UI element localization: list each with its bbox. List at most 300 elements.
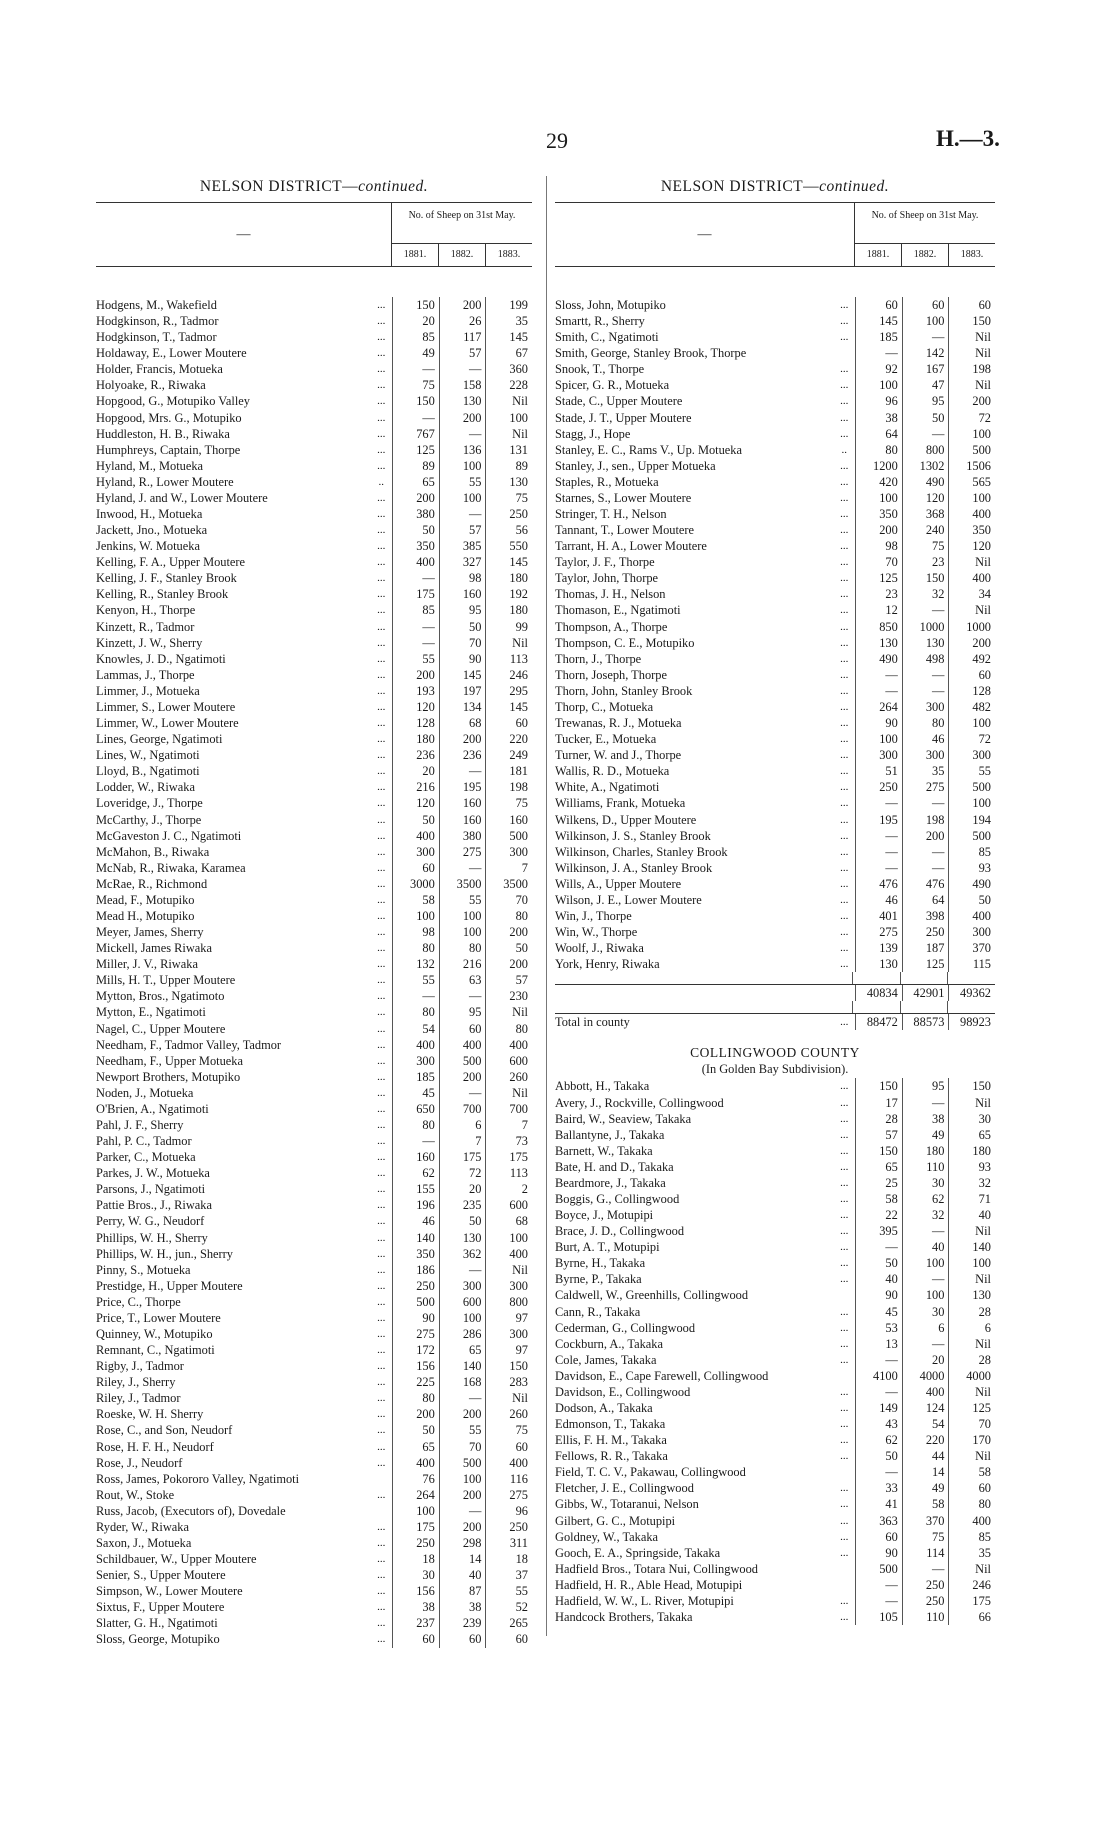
count-1881: 43 <box>855 1416 902 1432</box>
row-name: Hadfield Bros., Totara Nui, Collingwood <box>555 1561 758 1576</box>
count-1882: 88573 <box>902 1014 949 1030</box>
count-1881: 64 <box>855 426 902 442</box>
row-leader: ... <box>840 958 849 971</box>
count-1883: 600 <box>485 1197 532 1213</box>
count-1881: 49 <box>392 345 439 361</box>
row-name: Boyce, J., Motupipi <box>555 1208 654 1223</box>
right-year-1883: 1883. <box>948 244 995 266</box>
count-1881: 350 <box>392 538 439 554</box>
count-1883: 60 <box>948 1480 995 1496</box>
table-row <box>555 1545 995 1561</box>
row-name: Gilbert, G. C., Motupipi <box>555 1513 676 1528</box>
row-name: Baird, W., Seaview, Takaka <box>555 1111 692 1126</box>
table-row <box>555 619 995 635</box>
count-1881: 12 <box>855 602 902 618</box>
table-row <box>555 426 995 442</box>
table-row <box>555 410 995 426</box>
row-name: York, Henry, Riwaka <box>555 957 660 972</box>
table-row <box>555 731 995 747</box>
left-count-header <box>391 203 532 266</box>
count-1883: 60 <box>485 1631 532 1647</box>
table-row <box>96 892 532 908</box>
table-row <box>96 1246 532 1262</box>
row-leader: ... <box>840 363 849 376</box>
row-name: Dodson, A., Takaka <box>555 1401 653 1415</box>
count-1882: 63 <box>439 972 486 988</box>
count-1881: 150 <box>392 297 439 313</box>
row-name: Beardmore, J., Takaka <box>555 1175 666 1190</box>
count-1883: 80 <box>948 1496 995 1512</box>
count-1881: 80 <box>392 1117 439 1133</box>
count-1881: 40834 <box>855 985 902 1001</box>
table-row <box>555 313 995 329</box>
count-1883: 55 <box>948 763 995 779</box>
count-1882: 145 <box>439 667 486 683</box>
row-name: Schildbauer, W., Upper Moutere <box>96 1552 257 1567</box>
count-1883: 60 <box>485 715 532 731</box>
table-row <box>96 1101 532 1117</box>
row-name: Needham, F., Upper Motueka <box>96 1053 243 1068</box>
count-1883: 550 <box>485 538 532 554</box>
row-name: Holder, Francis, Motueka <box>96 362 223 377</box>
row-leader: ... <box>840 1530 849 1543</box>
count-1883: 131 <box>485 442 532 458</box>
count-1882: 300 <box>902 699 949 715</box>
row-name: Thorn, Joseph, Thorpe <box>555 667 667 682</box>
count-1883: Nil <box>948 554 995 570</box>
table-row <box>555 1320 995 1336</box>
row-name: Rigby, J., Tadmor <box>96 1359 184 1374</box>
count-1883: 200 <box>485 924 532 940</box>
table-row <box>96 1004 532 1020</box>
count-1883: 500 <box>948 828 995 844</box>
table-row <box>96 1471 532 1487</box>
count-1883: 30 <box>948 1111 995 1127</box>
count-1881: 62 <box>855 1432 902 1448</box>
count-1883: 65 <box>948 1127 995 1143</box>
count-1883: Nil <box>948 1095 995 1111</box>
count-1883: 70 <box>485 892 532 908</box>
count-1883: 60 <box>485 1439 532 1455</box>
count-1883: 85 <box>948 844 995 860</box>
row-leader: ... <box>377 604 386 617</box>
row-leader: ... <box>377 765 386 778</box>
row-leader: ... <box>840 829 849 842</box>
count-1882: 120 <box>902 490 949 506</box>
count-1881: 76 <box>392 1471 439 1487</box>
count-1881: — <box>392 635 439 651</box>
table-row <box>96 442 532 458</box>
table-row <box>96 1021 532 1037</box>
table-row <box>555 1127 995 1143</box>
count-1883: 199 <box>485 297 532 313</box>
row-leader: ... <box>840 1209 849 1222</box>
count-1882: 380 <box>439 828 486 844</box>
count-1881: 180 <box>392 731 439 747</box>
table-row <box>555 1448 995 1464</box>
count-1881: 30 <box>392 1567 439 1583</box>
count-1881: 22 <box>855 1207 902 1223</box>
table-row <box>555 474 995 490</box>
count-1881: 132 <box>392 956 439 972</box>
table-row <box>555 1529 995 1545</box>
table-row <box>555 1159 995 1175</box>
row-leader: ... <box>840 379 849 392</box>
count-1882: 3500 <box>439 876 486 892</box>
row-leader: ... <box>840 1160 849 1173</box>
row-name: Stanley, J., sen., Upper Motueka <box>555 458 716 473</box>
row-name: Gooch, E. A., Springside, Takaka <box>555 1545 721 1560</box>
row-leader: ... <box>377 1215 386 1228</box>
table-row <box>96 1615 532 1631</box>
count-1881: 80 <box>855 442 902 458</box>
count-1881: 33 <box>855 1480 902 1496</box>
row-leader: ... <box>840 1450 849 1463</box>
table-row <box>555 361 995 377</box>
row-name: Hodgens, M., Wakefield <box>96 298 217 312</box>
count-1881: 90 <box>855 715 902 731</box>
count-1883: 194 <box>948 812 995 828</box>
count-1883: 265 <box>485 1615 532 1631</box>
count-1881: — <box>855 1384 902 1400</box>
count-1881: — <box>392 1133 439 1149</box>
row-name: Williams, Frank, Motueka <box>555 796 686 811</box>
row-leader: ... <box>840 1257 849 1270</box>
count-1882: 75 <box>902 1529 949 1545</box>
row-leader: ... <box>840 395 849 408</box>
table-row <box>555 779 995 795</box>
count-1881: 128 <box>392 715 439 731</box>
table-row <box>96 1310 532 1326</box>
count-1883: Nil <box>485 426 532 442</box>
row-leader: ... <box>840 459 849 472</box>
row-name: Remnant, C., Ngatimoti <box>96 1343 215 1358</box>
row-name: McNab, R., Riwaka, Karamea <box>96 860 246 875</box>
table-row <box>96 795 532 811</box>
row-name: Sloss, George, Motupiko <box>96 1632 220 1647</box>
count-1883: 80 <box>485 1021 532 1037</box>
count-1882: 498 <box>902 651 949 667</box>
table-row <box>555 876 995 892</box>
count-1881: 130 <box>855 635 902 651</box>
count-1883: 50 <box>948 892 995 908</box>
count-1882: 57 <box>439 522 486 538</box>
count-1882: 200 <box>439 410 486 426</box>
row-leader: ... <box>377 942 386 955</box>
count-1882: 490 <box>902 474 949 490</box>
table-row <box>96 329 532 345</box>
count-1881: — <box>392 361 439 377</box>
count-1881: — <box>855 860 902 876</box>
count-1882: 220 <box>902 1432 949 1448</box>
table-row <box>555 602 995 618</box>
row-name: Wilkinson, J. S., Stanley Brook <box>555 828 711 843</box>
count-1882: 70 <box>439 635 486 651</box>
count-1882: 50 <box>902 410 949 426</box>
count-1881: 275 <box>855 924 902 940</box>
row-leader: ... <box>377 459 386 472</box>
row-name: Saxon, J., Motueka <box>96 1536 192 1551</box>
count-1883: 246 <box>948 1577 995 1593</box>
row-name: Wallis, R. D., Motueka <box>555 764 670 779</box>
row-leader: ... <box>840 572 849 585</box>
row-leader <box>833 1464 855 1480</box>
table-row <box>555 458 995 474</box>
count-1882: 49 <box>902 1127 949 1143</box>
count-1883: 250 <box>485 1519 532 1535</box>
row-leader: ... <box>377 1633 386 1646</box>
row-leader: ... <box>840 411 849 424</box>
count-1881: 62 <box>392 1165 439 1181</box>
count-1881: 89 <box>392 458 439 474</box>
count-1881: 100 <box>855 490 902 506</box>
row-leader: ... <box>377 443 386 456</box>
count-1882: 100 <box>902 313 949 329</box>
row-name: Sixtus, F., Upper Moutere <box>96 1600 225 1615</box>
count-1883: 40 <box>948 1207 995 1223</box>
table-row <box>555 715 995 731</box>
count-1881: — <box>855 844 902 860</box>
row-leader: ... <box>377 1376 386 1389</box>
row-leader: ... <box>377 1183 386 1196</box>
count-1881: 1200 <box>855 458 902 474</box>
row-leader: ... <box>377 1279 386 1292</box>
table-row <box>555 763 995 779</box>
table-row <box>96 393 532 409</box>
row-name: Cockburn, A., Takaka <box>555 1336 663 1351</box>
row-name: Staples, R., Motueka <box>555 474 659 489</box>
row-name: Smith, George, Stanley Brook, Thorpe <box>555 346 747 361</box>
row-leader: ... <box>377 1118 386 1131</box>
count-1883: 7 <box>485 860 532 876</box>
right-count-caption: No. of Sheep on 31st May. <box>855 203 995 244</box>
row-leader: ... <box>377 1617 386 1630</box>
row-leader: ... <box>377 411 386 424</box>
count-1883: 565 <box>948 474 995 490</box>
table-row <box>96 1053 532 1069</box>
count-1883: 492 <box>948 651 995 667</box>
count-1882: 142 <box>902 345 949 361</box>
count-1881: 172 <box>392 1342 439 1358</box>
count-1882: — <box>902 426 949 442</box>
count-1883: 145 <box>485 699 532 715</box>
row-name: Snook, T., Thorpe <box>555 362 645 377</box>
table-row <box>96 763 532 779</box>
table-row <box>96 1503 532 1519</box>
count-1883: 72 <box>948 731 995 747</box>
row-name: Lines, George, Ngatimoti <box>96 732 223 747</box>
row-leader: ... <box>377 1231 386 1244</box>
count-1882: 117 <box>439 329 486 345</box>
left-year-1881: 1881. <box>403 249 427 260</box>
count-1882: — <box>902 1561 949 1577</box>
table-row <box>555 924 995 940</box>
table-row <box>555 635 995 651</box>
count-1883: 66 <box>948 1609 995 1625</box>
row-name: Win, J., Thorpe <box>555 908 632 923</box>
table-row <box>555 1287 995 1303</box>
row-name: Hyland, J. and W., Lower Moutere <box>96 490 268 505</box>
count-1883: 28 <box>948 1304 995 1320</box>
row-leader: ... <box>377 909 386 922</box>
row-leader: ... <box>840 1514 849 1527</box>
count-1883: 85 <box>948 1529 995 1545</box>
count-1881: 65 <box>855 1159 902 1175</box>
table-row <box>555 1207 995 1223</box>
row-name: Stade, C., Upper Moutere <box>555 394 683 409</box>
right-count-header <box>854 203 995 266</box>
count-1883: Nil <box>948 1561 995 1577</box>
row-name: Holyoake, R., Riwaka <box>96 378 206 393</box>
row-name: Ballantyne, J., Takaka <box>555 1127 665 1142</box>
count-1882: 130 <box>439 393 486 409</box>
table-row <box>96 538 532 554</box>
table-row <box>555 651 995 667</box>
row-leader: ... <box>377 684 386 697</box>
count-1883: 113 <box>485 1165 532 1181</box>
count-1883: 180 <box>948 1143 995 1159</box>
count-1883: 500 <box>948 779 995 795</box>
count-1881: 96 <box>855 393 902 409</box>
row-name: Mead, F., Motupiko <box>96 892 195 907</box>
count-1881: 420 <box>855 474 902 490</box>
count-1883: 600 <box>485 1053 532 1069</box>
count-1883: 260 <box>485 1406 532 1422</box>
count-1883: 246 <box>485 667 532 683</box>
row-name: Thompson, C. E., Motupiko <box>555 635 695 650</box>
count-1882: 167 <box>902 361 949 377</box>
table-row <box>555 1384 995 1400</box>
count-1881: 45 <box>855 1304 902 1320</box>
table-row <box>555 1368 995 1384</box>
table-row <box>555 1577 995 1593</box>
table-row <box>555 699 995 715</box>
count-1882: 197 <box>439 683 486 699</box>
row-name: Burt, A. T., Motupipi <box>555 1240 660 1255</box>
count-1881: 38 <box>855 410 902 426</box>
count-1881: 275 <box>392 1326 439 1342</box>
row-leader: ... <box>377 733 386 746</box>
count-1882: — <box>439 506 486 522</box>
count-1883: 170 <box>948 1432 995 1448</box>
table-row <box>96 1278 532 1294</box>
row-leader: ... <box>840 942 849 955</box>
count-1881: 55 <box>392 972 439 988</box>
table-row <box>96 828 532 844</box>
count-1883: 100 <box>485 1230 532 1246</box>
count-1883: 283 <box>485 1374 532 1390</box>
row-name: Caldwell, W., Greenhills, Collingwood <box>555 1288 749 1303</box>
count-1883: 482 <box>948 699 995 715</box>
row-leader: ... <box>840 781 849 794</box>
count-1881: 200 <box>392 667 439 683</box>
row-name: Wilson, J. E., Lower Moutere <box>555 892 702 907</box>
count-1881: 850 <box>855 619 902 635</box>
count-1882: 100 <box>439 1310 486 1326</box>
row-name: Pinny, S., Motueka <box>96 1262 191 1277</box>
count-1881: 145 <box>855 313 902 329</box>
row-leader: ... <box>840 1418 849 1431</box>
row-leader: ... <box>377 620 386 633</box>
table-row <box>555 442 995 458</box>
table-row <box>555 1496 995 1512</box>
count-1881: 58 <box>855 1191 902 1207</box>
row-name: Thorp, C., Motueka <box>555 699 654 714</box>
table-row <box>96 1117 532 1133</box>
table-row <box>96 1069 532 1085</box>
left-year-1883: 1883. <box>485 244 532 266</box>
count-1881: 150 <box>855 1078 902 1094</box>
count-1881: 105 <box>855 1609 902 1625</box>
count-1883: 175 <box>948 1593 995 1609</box>
count-1882: 200 <box>439 1069 486 1085</box>
count-1882: 58 <box>902 1496 949 1512</box>
row-name: Turner, W. and J., Thorpe <box>555 748 682 763</box>
row-leader: ... <box>377 1263 386 1276</box>
row-leader: ... <box>840 765 849 778</box>
row-leader: ... <box>377 1022 386 1035</box>
count-1881: 139 <box>855 940 902 956</box>
count-1881: — <box>855 1352 902 1368</box>
row-name: Win, W., Thorpe <box>555 925 638 940</box>
table-row <box>96 908 532 924</box>
count-1881: 185 <box>392 1069 439 1085</box>
count-1883: 400 <box>485 1037 532 1053</box>
count-1882: 47 <box>902 377 949 393</box>
table-row <box>96 1326 532 1342</box>
table-row <box>555 297 995 313</box>
count-1883: 250 <box>485 506 532 522</box>
count-1883: 100 <box>485 410 532 426</box>
count-1882: — <box>439 763 486 779</box>
count-1882: 200 <box>439 1519 486 1535</box>
table-row <box>96 667 532 683</box>
count-1883: 230 <box>485 988 532 1004</box>
count-1881: 476 <box>855 876 902 892</box>
count-1883: 55 <box>485 1583 532 1599</box>
count-1882: 275 <box>902 779 949 795</box>
table-row <box>555 1400 995 1416</box>
count-1881: 225 <box>392 1374 439 1390</box>
left-heading-italic: continued. <box>358 178 429 195</box>
count-1883: 49362 <box>948 985 995 1001</box>
count-1882: 200 <box>439 297 486 313</box>
count-1882: 95 <box>902 1078 949 1094</box>
count-1881: 45 <box>392 1085 439 1101</box>
table-row <box>96 956 532 972</box>
count-1882: 195 <box>439 779 486 795</box>
count-1882: 57 <box>439 345 486 361</box>
count-1881: 100 <box>855 377 902 393</box>
count-1883: Nil <box>485 393 532 409</box>
count-1882: 140 <box>439 1358 486 1374</box>
count-1882: 44 <box>902 1448 949 1464</box>
count-1881: 90 <box>855 1287 902 1303</box>
row-leader: ... <box>377 700 386 713</box>
count-1883: 52 <box>485 1599 532 1615</box>
count-1882: 55 <box>439 892 486 908</box>
table-row <box>96 313 532 329</box>
row-name: Riley, J., Tadmor <box>96 1391 181 1406</box>
row-leader: ... <box>840 1305 849 1318</box>
row-leader: ... <box>377 1038 386 1051</box>
row-leader: ... <box>377 572 386 585</box>
count-1882: — <box>439 988 486 1004</box>
row-name: Taylor, J. F., Thorpe <box>555 555 655 570</box>
row-name: Kinzett, J. W., Sherry <box>96 635 203 650</box>
row-name: Tucker, E., Motueka <box>555 732 657 747</box>
count-1883: 58 <box>948 1464 995 1480</box>
